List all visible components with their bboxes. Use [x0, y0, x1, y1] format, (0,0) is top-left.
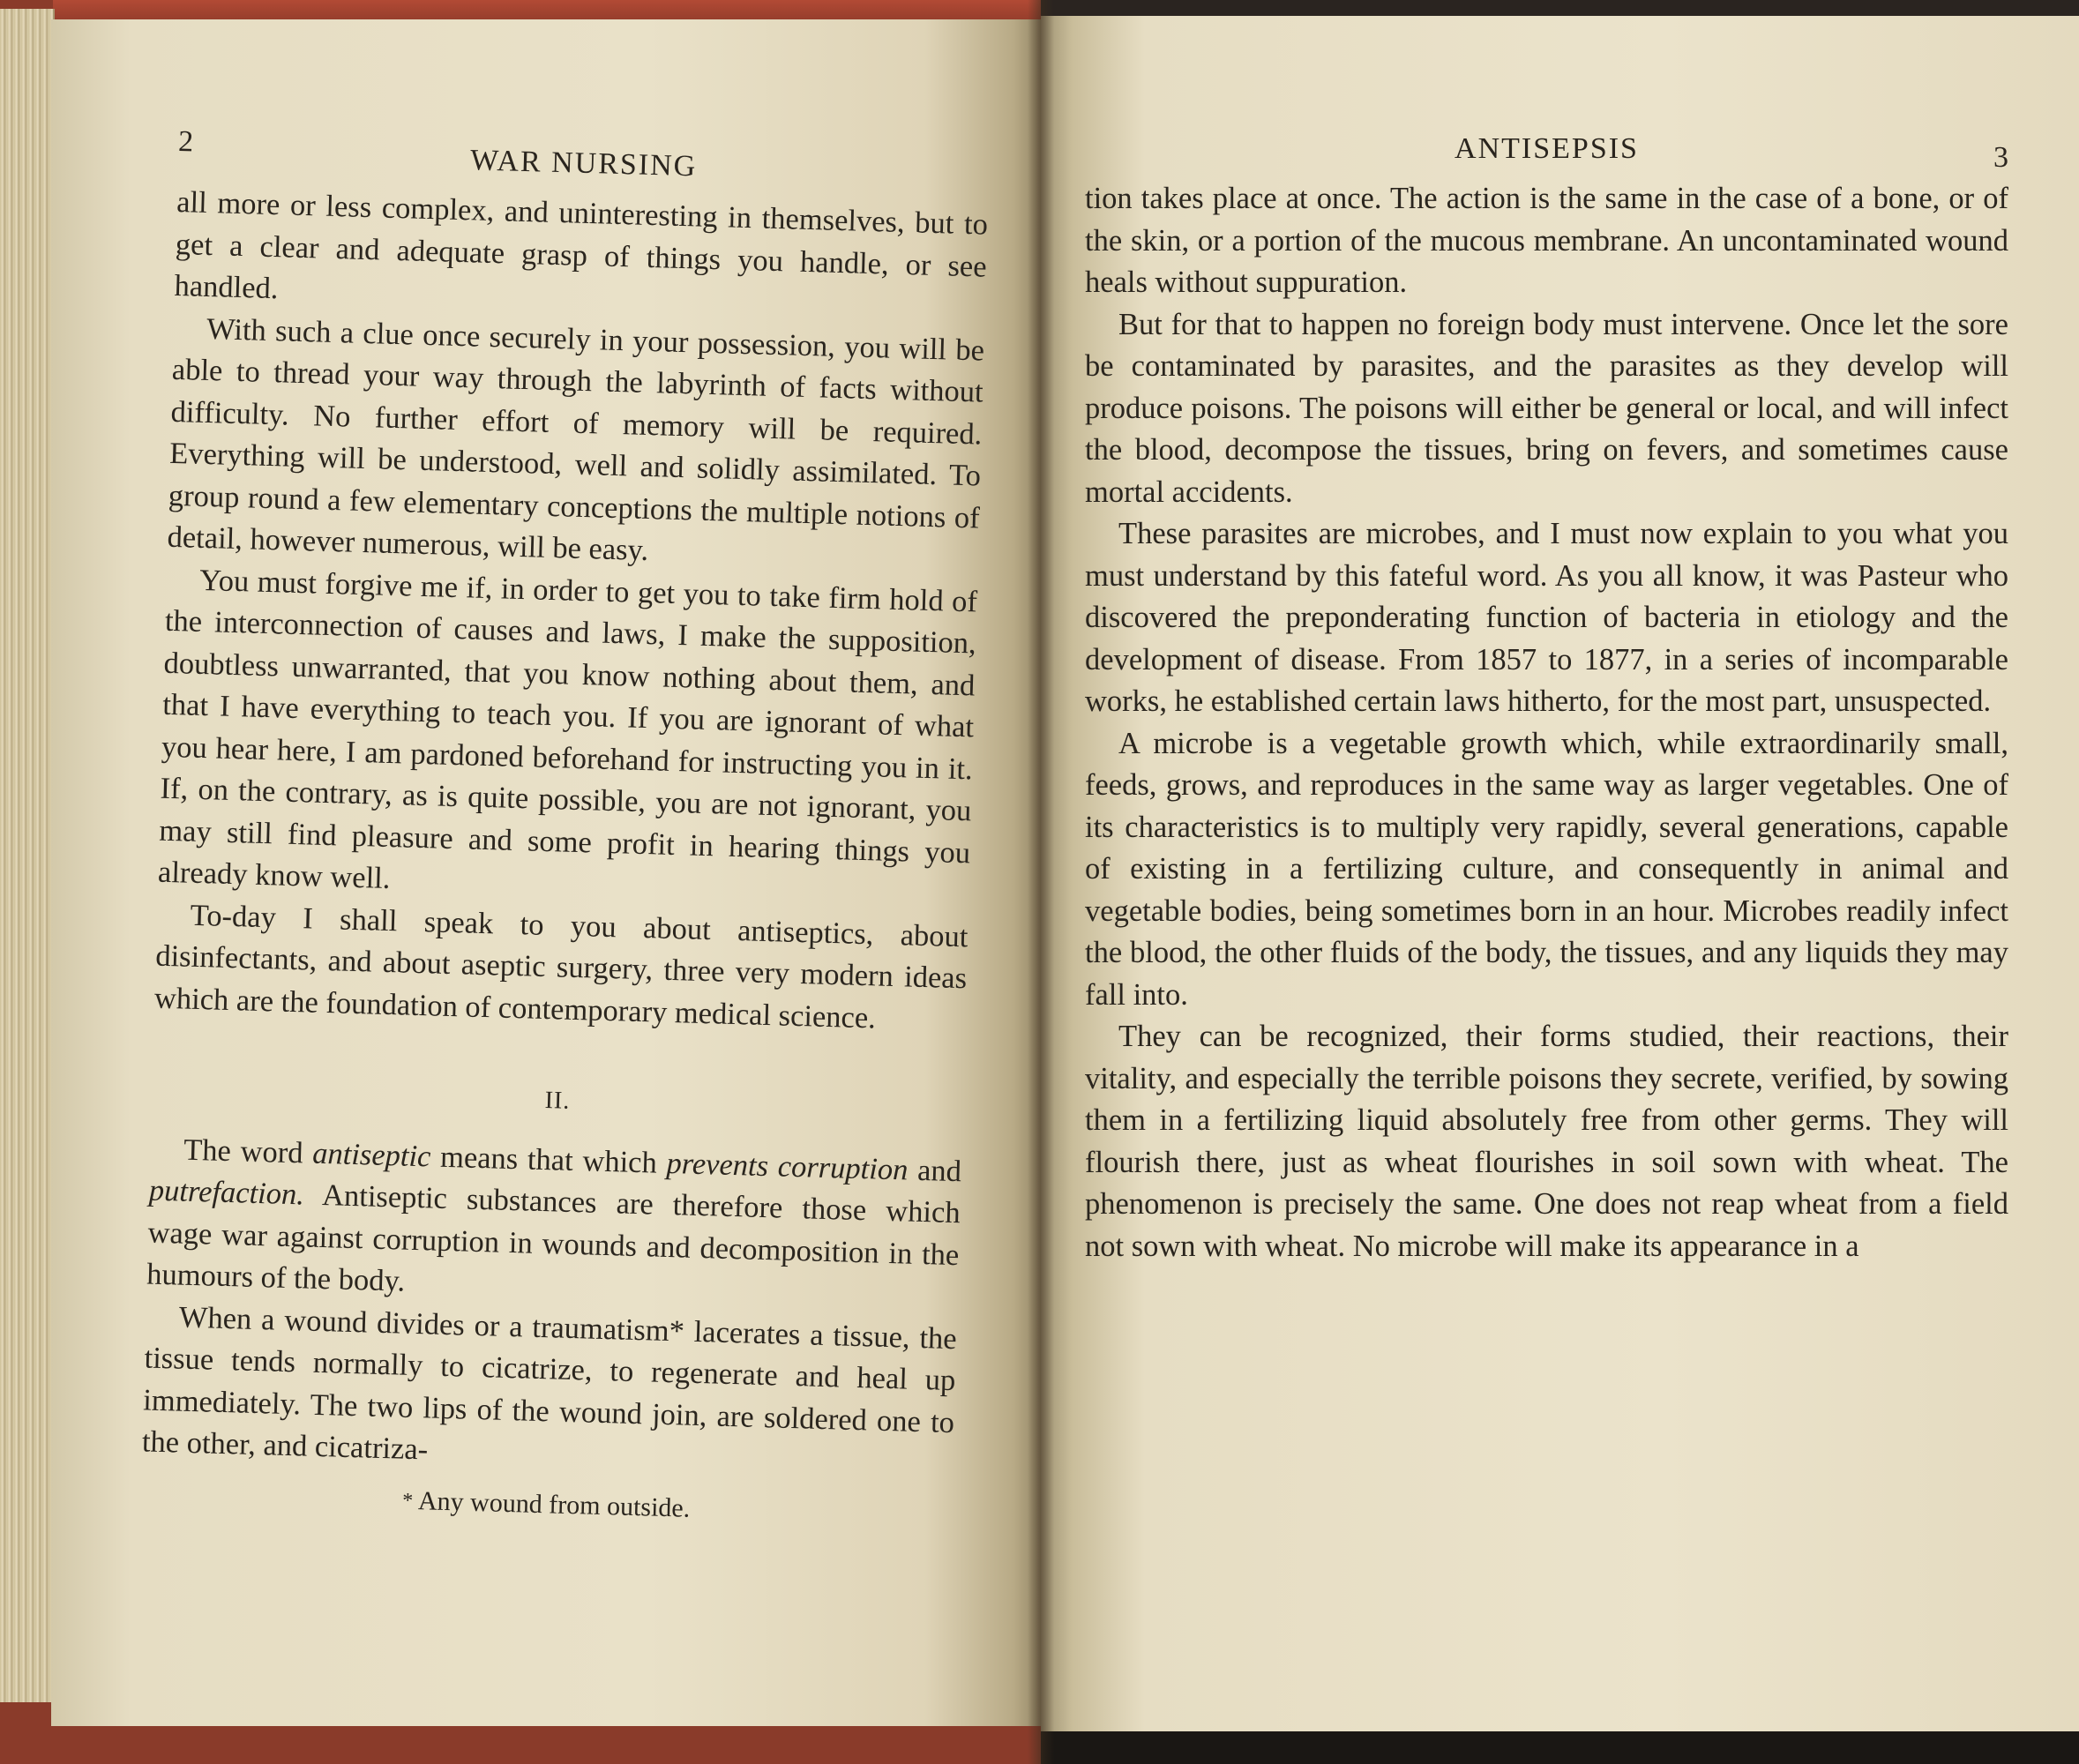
footnote-marker: *	[401, 1489, 414, 1513]
text-run: The word	[183, 1132, 313, 1170]
text-run: and	[907, 1153, 962, 1188]
left-body-text	[140, 182, 989, 1534]
text-run: means that which	[430, 1139, 668, 1180]
page-number: 2	[177, 124, 194, 159]
italic-term: prevents corruption	[666, 1146, 909, 1187]
text-run: Antiseptic substances are therefore those which wage war against corruption in wounds and decomposition in the humours of the body.	[146, 1177, 961, 1298]
paragraph: These parasites are microbes, and I must now explain to you what you must understand by this fateful word. As you all know, it was Pasteur who discovered the preponderating function of bacteria in etiology and the development of disease. From 1857 to 1877, in a series of incomparable works, he established certain laws hitherto, for the most part, unsuspected.	[1085, 517, 2008, 718]
left-page	[51, 19, 1043, 1726]
page-number: 3	[1993, 141, 2008, 174]
paragraph: A microbe is a vegetable growth which, while extraordinarily small, feeds, grows, and reproduces in the same way as larger vegetables. One of its characteristics is to multiply very rapidly, several generations, capable of existing in a fertilizing culture, and consequently in animal and vegetable bodies, being sometimes born in an hour. Microbes readily infect the blood, the other fluids of the body, the tissues, and any liquids they may fall into.	[1085, 726, 2008, 1012]
page-edges	[0, 9, 55, 1702]
book-gutter	[1028, 0, 1054, 1764]
running-head: ANTISEPSIS	[1455, 132, 1639, 165]
italic-term: antiseptic	[311, 1136, 431, 1173]
paragraph: But for that to happen no foreign body must intervene. Once let the sore be contaminated by parasites, and the parasites as they develop will produce poisons. The poisons will either be general or local, and will infect the blood, decompose the tissues, bring on fevers, and sometimes cause mortal accidents.	[1085, 307, 2008, 509]
left-page-content	[140, 116, 991, 1534]
paragraph: You must forgive me if, in order to get you to take firm hold of the interconnection of causes and laws, I make the supposition, doubtless unwarranted, that you know nothing about them, and that I have everything to teach you. If you are ignorant of what you hear here, I am pardoned beforehand for instructing you in it. If, on the contrary, as is quite possible, you are not ignorant, you may still find pleasure and some profit in hearing things you already know well.	[157, 563, 978, 896]
section-number: II.	[544, 1087, 571, 1115]
italic-term: putrefaction.	[148, 1173, 305, 1212]
paragraph: With such a clue once securely in your possession, you will be able to thread your way through the labyrinth of facts without difficulty. No further effort of memory will be required. Everything will be understood, well and solidly assimilated. To group round a few elementary conceptions the multiple notions of detail, however numerous, will be easy.	[167, 311, 985, 568]
running-head: WAR NURSING	[469, 144, 698, 183]
paragraph: To-day I shall speak to you about antiseptics, about disinfectants, and about aseptic surgery, three very modern ideas which are the foundation of contemporary medical science.	[153, 898, 968, 1035]
right-page-header	[1085, 113, 2008, 174]
paragraph: all more or less complex, and uninteresting in themselves, but to get a clear and adequate grasp of things you handle, or see handled.	[174, 184, 989, 306]
paragraph: When a wound divides or a traumatism* lacerates a tissue, the tissue tends normally to cicatrize, to regenerate and heal up immediately. The two lips of the wound join, are soldered one to the other, and cicatriza-	[141, 1300, 958, 1467]
right-page	[1041, 16, 2079, 1731]
footnote-text: Any wound from outside.	[417, 1485, 691, 1523]
paragraph: tion takes place at once. The action is the same in the case of a bone, or of the skin, or a portion of the mucous membrane. An uncontaminated wound heals without suppuration.	[1085, 182, 2008, 299]
paragraph	[146, 1128, 962, 1319]
right-body-text	[1085, 178, 2008, 1267]
footnote	[140, 1476, 953, 1534]
paragraph: They can be recognized, their forms studied, their reactions, their vitality, and especially the terrible poisons they secrete, verified, by sowing them in a fertilizing liquid absolutely free from other germs. They will flourish there, just as wheat flourishes in soil sown with wheat. The phenomenon is precisely the same. One does not reap wheat from a field not sown with wheat. No microbe will make its appearance in a	[1085, 1020, 2008, 1263]
left-page-header	[177, 116, 990, 192]
